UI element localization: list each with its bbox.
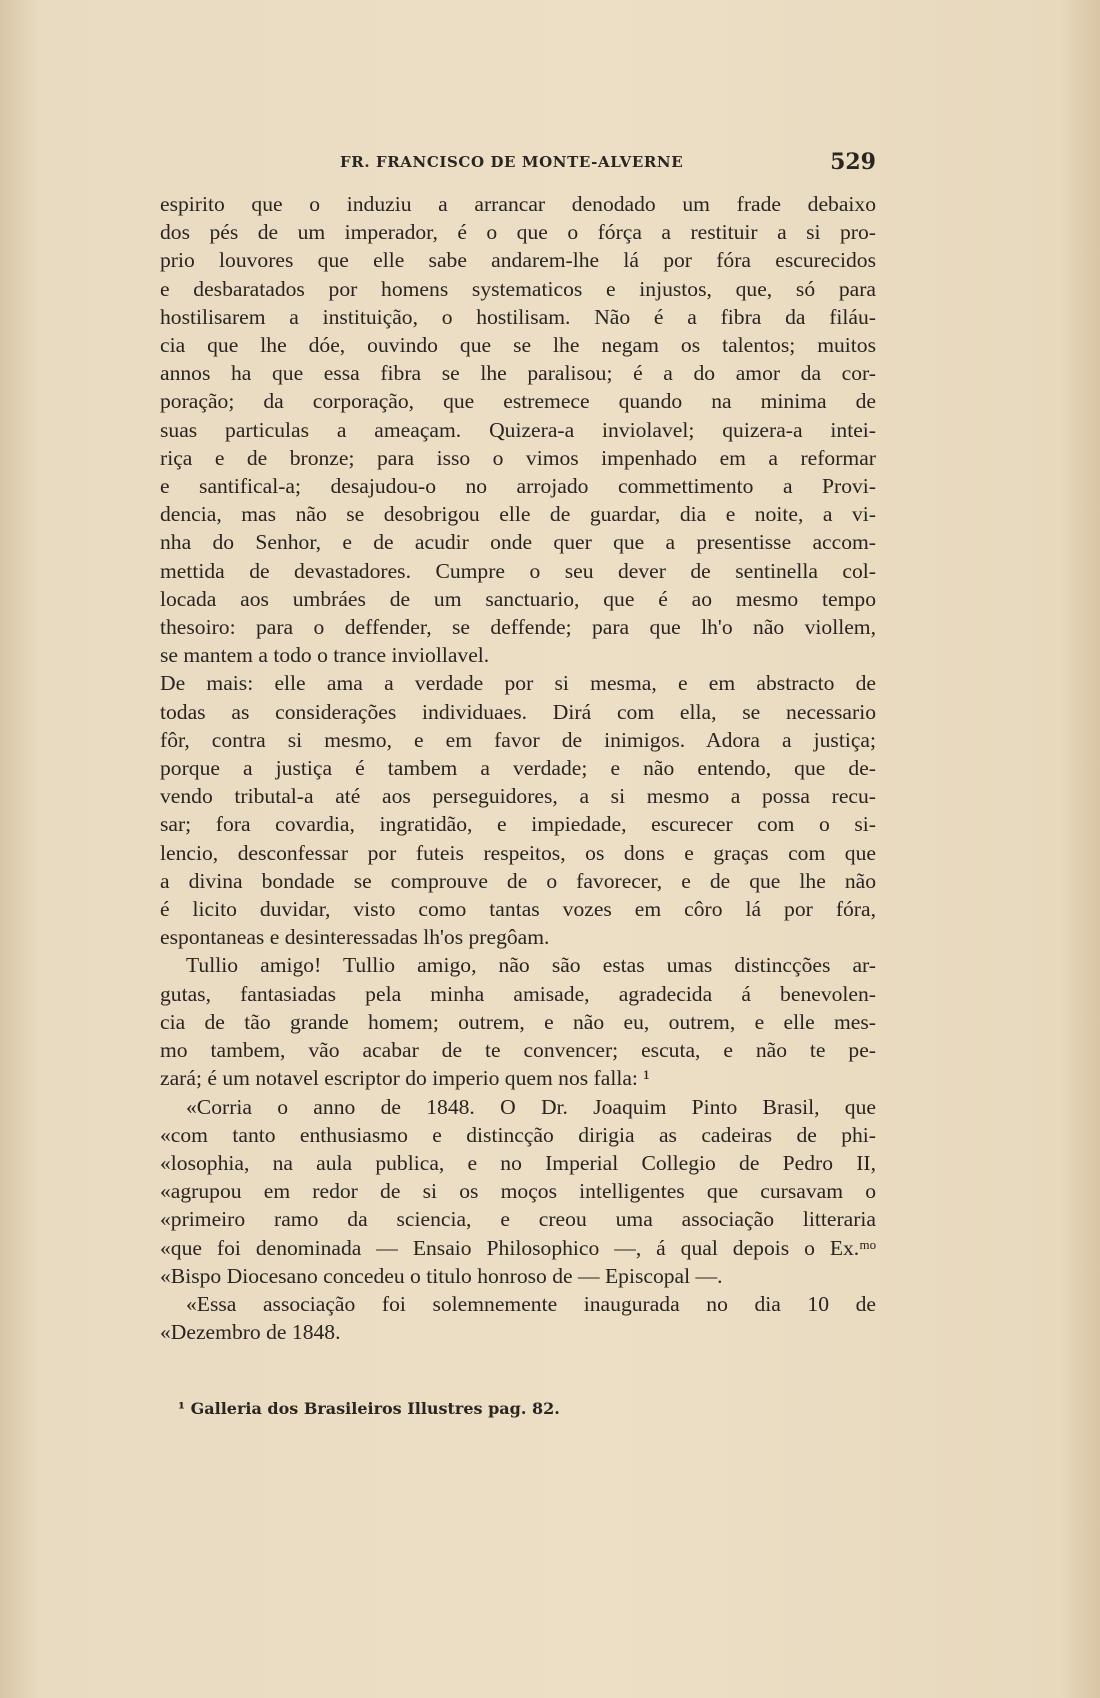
text-line: cia de tão grande homem; outrem, e não eu, outrem, e elle mes- bbox=[160, 1009, 876, 1034]
text-line: prio louvores que elle sabe andarem-lhe lá por fóra escurecidos bbox=[160, 248, 876, 273]
text-line: poração; da corporação, que estremece quando na minima de bbox=[160, 389, 876, 414]
text-line: «Dezembro de 1848. bbox=[160, 1320, 341, 1345]
text-line: annos ha que essa fibra se lhe paralisou; é a do amor da cor- bbox=[160, 361, 876, 386]
text-line: e santifical-a; desajudou-o no arrojado commettimento a Provi- bbox=[160, 474, 876, 499]
text-line: mettida de devastadores. Cumpre o seu dever de sentinella col- bbox=[160, 558, 876, 583]
text-line: sar; fora covardia, ingratidão, e impiedade, escurecer com o si- bbox=[160, 812, 876, 837]
text-line: dos pés de um imperador, é o que o fórça a restituir a si pro- bbox=[160, 220, 876, 245]
text-line: porque a justiça é tambem a verdade; e não entendo, que de- bbox=[160, 756, 876, 781]
body-text bbox=[160, 190, 876, 1346]
text-line: é licito duvidar, visto como tantas vozes em côro lá por fóra, bbox=[160, 897, 876, 922]
text-line: se mantem a todo o trance inviollavel. bbox=[160, 643, 490, 668]
text-line: «com tanto enthusiasmo e distincção dirigia as cadeiras de phi- bbox=[160, 1122, 876, 1147]
text-line: e desbaratados por homens systematicos e injustos, que, só para bbox=[160, 276, 876, 301]
text-line: hostilisarem a instituição, o hostilisam. Não é a fibra da filáu- bbox=[160, 304, 876, 329]
page-number: 529 bbox=[830, 149, 876, 175]
running-header bbox=[160, 149, 876, 179]
text-line: espontaneas e desinteressadas lh'os pregôam. bbox=[160, 925, 550, 950]
text-line: nha do Senhor, e de acudir onde quer que a presentisse accom- bbox=[160, 530, 876, 555]
text-line: De mais: elle ama a verdade por si mesma, e em abstracto de bbox=[160, 671, 876, 696]
running-title: FR. FRANCISCO DE MONTE-ALVERNE bbox=[340, 153, 684, 171]
text-line: thesoiro: para o deffender, se deffende; para que lh'o não viollem, bbox=[160, 615, 876, 640]
text-line: lencio, desconfessar por futeis respeitos, os dons e graças com que bbox=[160, 840, 876, 865]
text-line: «Bispo Diocesano concedeu o titulo honroso de — Episcopal —. bbox=[160, 1263, 723, 1288]
text-line: vendo tributal-a até aos perseguidores, a si mesmo a possa recu- bbox=[160, 784, 876, 809]
footnote: ¹ Galleria dos Brasileiros Illustres pag. 82. bbox=[178, 1399, 560, 1418]
text-line: locada aos umbráes de um sanctuario, que é ao mesmo tempo bbox=[160, 586, 876, 611]
text-line: cia que lhe dóe, ouvindo que se lhe negam os talentos; muitos bbox=[160, 333, 876, 358]
text-line: Tullio amigo! Tullio amigo, não são estas umas distincções ar- bbox=[186, 953, 876, 978]
text-line: gutas, fantasiadas pela minha amisade, agradecida á benevolen- bbox=[160, 981, 876, 1006]
text-line: zará; é um notavel escriptor do imperio quem nos falla: ¹ bbox=[160, 1066, 650, 1091]
text-line: «agrupou em redor de si os moços intelligentes que cursavam o bbox=[160, 1179, 876, 1204]
text-line: «Essa associação foi solemnemente inaugurada no dia 10 de bbox=[186, 1291, 876, 1316]
text-line: espirito que o induziu a arrancar denodado um frade debaixo bbox=[160, 192, 876, 216]
text-line: mo tambem, vão acabar de te convencer; escuta, e não te pe- bbox=[160, 1038, 876, 1063]
text-line: «losophia, na aula publica, e no Imperial Collegio de Pedro II, bbox=[160, 1150, 876, 1175]
text-line: «que foi denominada — Ensaio Philosophico —, á qual depois o Ex.ᵐᵒ bbox=[160, 1235, 876, 1260]
text-line: todas as considerações individuaes. Dirá com ella, se necessario bbox=[160, 699, 876, 724]
text-line: «primeiro ramo da sciencia, e creou uma associação litteraria bbox=[160, 1207, 876, 1232]
text-line: a divina bondade se comprouve de o favorecer, e de que lhe não bbox=[160, 868, 876, 893]
text-line: dencia, mas não se desobrigou elle de guardar, dia e noite, a vi- bbox=[160, 502, 876, 527]
text-line: riça e de bronze; para isso o vimos impenhado em a reformar bbox=[160, 445, 876, 470]
text-line: «Corria o anno de 1848. O Dr. Joaquim Pinto Brasil, que bbox=[186, 1094, 876, 1119]
text-line: fôr, contra si mesmo, e em favor de inimigos. Adora a justiça; bbox=[160, 727, 876, 752]
text-line: suas particulas a ameaçam. Quizera-a inviolavel; quizera-a intei- bbox=[160, 417, 876, 442]
